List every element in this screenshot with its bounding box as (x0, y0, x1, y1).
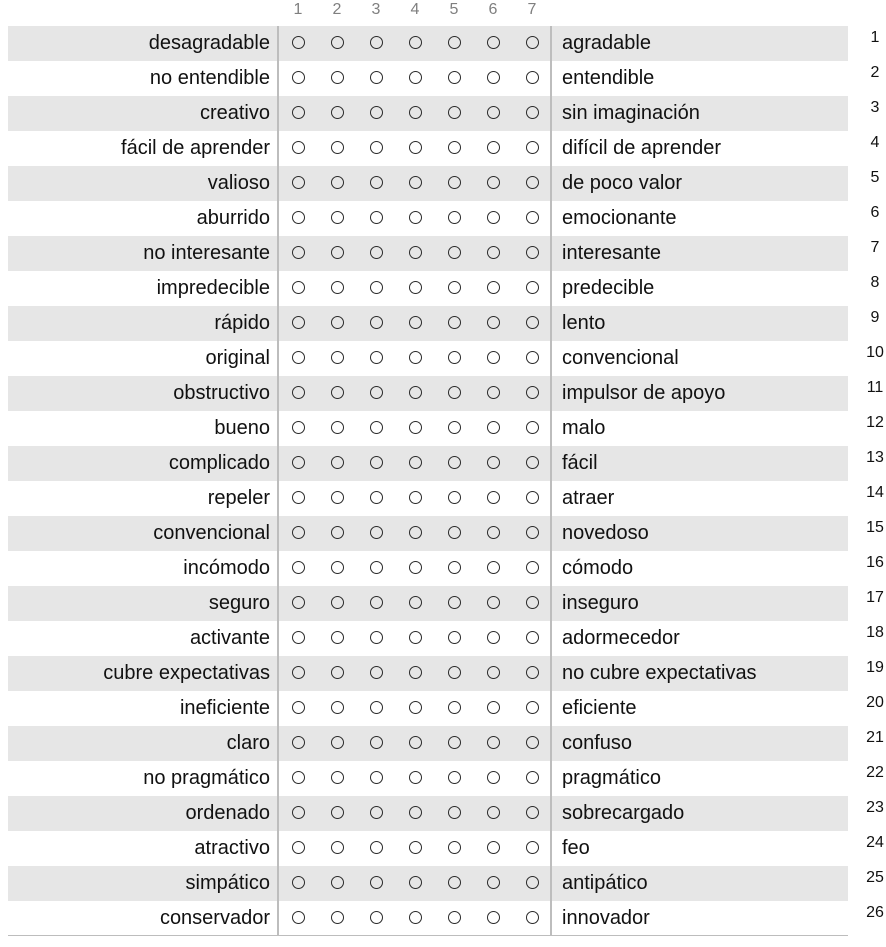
bottom-divider (8, 935, 848, 936)
radio-option-7[interactable] (526, 561, 539, 574)
item-right-label: cómodo (562, 557, 634, 579)
scale-label-3: 3 (371, 1, 381, 18)
item-number: 17 (866, 589, 884, 606)
item-number: 25 (866, 869, 884, 886)
item-row (8, 551, 884, 586)
radio-option-2[interactable] (331, 421, 344, 434)
radio-option-1[interactable] (292, 456, 305, 469)
item-row (8, 446, 884, 481)
item-right-label: inseguro (562, 592, 639, 614)
item-number: 19 (866, 659, 884, 676)
radio-option-4[interactable] (409, 456, 422, 469)
radio-option-5[interactable] (448, 736, 461, 749)
radio-option-1[interactable] (292, 71, 305, 84)
radio-option-2[interactable] (331, 176, 344, 189)
radio-option-2[interactable] (331, 561, 344, 574)
radio-option-3[interactable] (370, 491, 383, 504)
item-row (8, 726, 884, 761)
scale-label-4: 4 (410, 1, 420, 18)
item-row (8, 516, 884, 551)
radio-option-5[interactable] (448, 561, 461, 574)
radio-option-3[interactable] (370, 596, 383, 609)
radio-option-7[interactable] (526, 736, 539, 749)
radio-option-6[interactable] (487, 491, 500, 504)
item-row (8, 201, 880, 236)
radio-option-5[interactable] (448, 211, 461, 224)
scale-label-1: 1 (293, 1, 303, 18)
item-left-label: convencional (153, 522, 270, 544)
item-row (8, 481, 884, 516)
radio-option-6[interactable] (487, 281, 500, 294)
radio-option-1[interactable] (292, 246, 305, 259)
item-left-label: simpático (185, 872, 270, 894)
radio-option-2[interactable] (331, 736, 344, 749)
item-left-label: claro (226, 732, 270, 754)
item-left-label: bueno (214, 417, 270, 439)
radio-option-2[interactable] (331, 351, 344, 364)
radio-option-1[interactable] (292, 421, 305, 434)
radio-option-5[interactable] (448, 176, 461, 189)
item-number: 1 (870, 29, 880, 46)
radio-option-2[interactable] (331, 911, 344, 924)
radio-option-5[interactable] (448, 526, 461, 539)
item-right-label: feo (562, 837, 590, 859)
radio-option-2[interactable] (331, 141, 344, 154)
item-number: 18 (866, 624, 884, 641)
radio-option-7[interactable] (526, 806, 539, 819)
radio-option-4[interactable] (409, 876, 422, 889)
radio-option-3[interactable] (370, 806, 383, 819)
item-left-label: seguro (208, 592, 270, 614)
radio-option-4[interactable] (409, 911, 422, 924)
radio-option-4[interactable] (409, 246, 422, 259)
item-number: 4 (870, 134, 880, 151)
item-left-label: obstructivo (173, 382, 270, 404)
item-number: 3 (870, 99, 880, 116)
radio-option-7[interactable] (526, 666, 539, 679)
radio-option-2[interactable] (331, 491, 344, 504)
radio-option-6[interactable] (487, 806, 500, 819)
radio-option-7[interactable] (526, 421, 539, 434)
item-right-label: innovador (562, 907, 650, 929)
item-left-label: incómodo (183, 557, 270, 579)
radio-option-1[interactable] (292, 491, 305, 504)
radio-option-1[interactable] (292, 911, 305, 924)
item-right-label: interesante (562, 242, 661, 264)
item-number: 14 (866, 484, 884, 501)
radio-option-6[interactable] (487, 561, 500, 574)
radio-option-2[interactable] (331, 631, 344, 644)
radio-option-6[interactable] (487, 771, 500, 784)
radio-option-6[interactable] (487, 631, 500, 644)
radio-option-3[interactable] (370, 351, 383, 364)
item-row (8, 691, 884, 726)
radio-option-3[interactable] (370, 876, 383, 889)
radio-option-1[interactable] (292, 526, 305, 539)
radio-option-2[interactable] (331, 211, 344, 224)
radio-option-5[interactable] (448, 596, 461, 609)
item-right-label: emocionante (562, 207, 677, 229)
radio-option-3[interactable] (370, 71, 383, 84)
radio-option-4[interactable] (409, 841, 422, 854)
radio-option-6[interactable] (487, 596, 500, 609)
radio-option-4[interactable] (409, 561, 422, 574)
item-left-label: activante (189, 627, 270, 649)
radio-option-3[interactable] (370, 281, 383, 294)
radio-option-7[interactable] (526, 211, 539, 224)
radio-option-7[interactable] (526, 596, 539, 609)
radio-option-4[interactable] (409, 176, 422, 189)
item-number: 23 (866, 799, 884, 816)
radio-option-3[interactable] (370, 736, 383, 749)
radio-option-7[interactable] (526, 71, 539, 84)
item-row (8, 26, 880, 61)
radio-option-2[interactable] (331, 246, 344, 259)
item-row (8, 796, 884, 831)
radio-option-1[interactable] (292, 386, 305, 399)
radio-option-3[interactable] (370, 771, 383, 784)
radio-option-7[interactable] (526, 106, 539, 119)
radio-option-7[interactable] (526, 491, 539, 504)
radio-option-5[interactable] (448, 351, 461, 364)
radio-option-5[interactable] (448, 106, 461, 119)
item-left-label: desagradable (148, 32, 270, 54)
item-row (8, 901, 884, 936)
radio-option-5[interactable] (448, 141, 461, 154)
item-left-label: atractivo (194, 837, 270, 859)
item-number: 2 (870, 64, 880, 81)
item-row (8, 166, 880, 201)
radio-option-1[interactable] (292, 141, 305, 154)
radio-option-3[interactable] (370, 106, 383, 119)
radio-option-4[interactable] (409, 71, 422, 84)
radio-option-4[interactable] (409, 316, 422, 329)
item-row (8, 271, 880, 306)
radio-option-1[interactable] (292, 701, 305, 714)
radio-option-5[interactable] (448, 71, 461, 84)
radio-option-4[interactable] (409, 386, 422, 399)
radio-option-4[interactable] (409, 106, 422, 119)
item-number: 26 (866, 904, 884, 921)
item-row (8, 61, 880, 96)
radio-option-3[interactable] (370, 911, 383, 924)
radio-option-3[interactable] (370, 386, 383, 399)
item-row (8, 831, 884, 866)
scale-header (0, 0, 886, 22)
item-left-label: impredecible (156, 277, 270, 299)
radio-option-1[interactable] (292, 211, 305, 224)
radio-option-4[interactable] (409, 491, 422, 504)
questionnaire-grid (8, 26, 884, 936)
radio-option-5[interactable] (448, 806, 461, 819)
radio-option-5[interactable] (448, 246, 461, 259)
radio-option-6[interactable] (487, 351, 500, 364)
item-right-label: predecible (562, 277, 655, 299)
radio-option-7[interactable] (526, 701, 539, 714)
item-number: 16 (866, 554, 884, 571)
radio-option-6[interactable] (487, 526, 500, 539)
radio-option-1[interactable] (292, 176, 305, 189)
radio-option-7[interactable] (526, 351, 539, 364)
radio-option-5[interactable] (448, 666, 461, 679)
radio-option-2[interactable] (331, 316, 344, 329)
item-right-label: fácil (562, 452, 598, 474)
radio-option-6[interactable] (487, 701, 500, 714)
item-left-label: aburrido (196, 207, 270, 229)
radio-option-3[interactable] (370, 456, 383, 469)
radio-option-6[interactable] (487, 316, 500, 329)
radio-option-2[interactable] (331, 701, 344, 714)
radio-option-3[interactable] (370, 631, 383, 644)
item-right-label: lento (562, 312, 606, 334)
radio-option-7[interactable] (526, 456, 539, 469)
item-left-label: ineficiente (179, 697, 270, 719)
radio-option-6[interactable] (487, 841, 500, 854)
radio-option-2[interactable] (331, 771, 344, 784)
radio-option-3[interactable] (370, 211, 383, 224)
item-right-label: no cubre expectativas (562, 662, 757, 684)
scale-label-6: 6 (488, 1, 498, 18)
radio-option-2[interactable] (331, 806, 344, 819)
radio-option-3[interactable] (370, 141, 383, 154)
radio-option-5[interactable] (448, 316, 461, 329)
item-left-label: creativo (199, 102, 270, 124)
item-row (8, 656, 884, 691)
radio-option-4[interactable] (409, 631, 422, 644)
radio-option-6[interactable] (487, 106, 500, 119)
radio-option-1[interactable] (292, 561, 305, 574)
radio-option-6[interactable] (487, 176, 500, 189)
radio-option-4[interactable] (409, 281, 422, 294)
radio-option-4[interactable] (409, 666, 422, 679)
radio-option-6[interactable] (487, 911, 500, 924)
item-number: 8 (870, 274, 880, 291)
item-left-label: original (205, 347, 270, 369)
radio-option-1[interactable] (292, 106, 305, 119)
item-row (8, 376, 884, 411)
item-right-label: agradable (562, 32, 651, 54)
radio-option-5[interactable] (448, 631, 461, 644)
radio-option-2[interactable] (331, 106, 344, 119)
item-left-label: no entendible (149, 67, 270, 89)
item-number: 9 (870, 309, 880, 326)
radio-option-5[interactable] (448, 421, 461, 434)
item-left-label: rápido (214, 312, 270, 334)
radio-option-1[interactable] (292, 631, 305, 644)
radio-option-2[interactable] (331, 876, 344, 889)
item-number: 15 (866, 519, 884, 536)
item-left-label: ordenado (185, 802, 270, 824)
scale-label-7: 7 (527, 1, 537, 18)
radio-option-5[interactable] (448, 456, 461, 469)
radio-option-1[interactable] (292, 736, 305, 749)
radio-option-4[interactable] (409, 421, 422, 434)
radio-option-1[interactable] (292, 841, 305, 854)
radio-option-4[interactable] (409, 701, 422, 714)
radio-option-1[interactable] (292, 771, 305, 784)
item-left-label: no pragmático (143, 767, 270, 789)
radio-option-6[interactable] (487, 456, 500, 469)
item-right-label: convencional (562, 347, 679, 369)
item-row (8, 586, 884, 621)
radio-option-5[interactable] (448, 281, 461, 294)
item-left-label: no interesante (143, 242, 270, 264)
radio-option-3[interactable] (370, 421, 383, 434)
radio-option-6[interactable] (487, 386, 500, 399)
radio-option-6[interactable] (487, 876, 500, 889)
item-row (8, 131, 880, 166)
item-right-label: difícil de aprender (562, 137, 721, 159)
radio-option-6[interactable] (487, 421, 500, 434)
radio-option-7[interactable] (526, 911, 539, 924)
radio-option-2[interactable] (331, 456, 344, 469)
radio-option-4[interactable] (409, 596, 422, 609)
radio-option-2[interactable] (331, 36, 344, 49)
item-row (8, 306, 880, 341)
radio-option-3[interactable] (370, 561, 383, 574)
radio-option-3[interactable] (370, 526, 383, 539)
radio-option-3[interactable] (370, 841, 383, 854)
radio-option-1[interactable] (292, 806, 305, 819)
item-number: 10 (866, 344, 884, 361)
item-right-label: impulsor de apoyo (562, 382, 726, 404)
radio-option-3[interactable] (370, 246, 383, 259)
radio-option-2[interactable] (331, 71, 344, 84)
item-number: 20 (866, 694, 884, 711)
radio-option-5[interactable] (448, 911, 461, 924)
radio-option-7[interactable] (526, 246, 539, 259)
item-right-label: novedoso (562, 522, 649, 544)
item-right-label: pragmático (562, 767, 661, 789)
radio-option-7[interactable] (526, 526, 539, 539)
radio-option-3[interactable] (370, 176, 383, 189)
radio-option-4[interactable] (409, 211, 422, 224)
radio-option-1[interactable] (292, 876, 305, 889)
radio-option-4[interactable] (409, 771, 422, 784)
item-number: 5 (870, 169, 880, 186)
radio-option-3[interactable] (370, 701, 383, 714)
item-number: 24 (866, 834, 884, 851)
item-row (8, 411, 884, 446)
radio-option-6[interactable] (487, 71, 500, 84)
radio-option-5[interactable] (448, 841, 461, 854)
item-row (8, 621, 884, 656)
radio-option-4[interactable] (409, 36, 422, 49)
radio-option-7[interactable] (526, 316, 539, 329)
radio-option-4[interactable] (409, 736, 422, 749)
radio-option-5[interactable] (448, 491, 461, 504)
item-number: 13 (866, 449, 884, 466)
radio-option-1[interactable] (292, 596, 305, 609)
radio-option-7[interactable] (526, 386, 539, 399)
item-number: 21 (866, 729, 884, 746)
radio-option-4[interactable] (409, 141, 422, 154)
radio-option-6[interactable] (487, 736, 500, 749)
radio-option-2[interactable] (331, 841, 344, 854)
item-left-label: repeler (207, 487, 270, 509)
item-row (8, 236, 880, 271)
radio-option-6[interactable] (487, 666, 500, 679)
radio-option-7[interactable] (526, 36, 539, 49)
item-left-label: valioso (207, 172, 270, 194)
item-row (8, 96, 880, 131)
right-divider (550, 26, 552, 936)
item-row (8, 866, 884, 901)
item-right-label: sin imaginación (562, 102, 700, 124)
radio-option-3[interactable] (370, 36, 383, 49)
item-right-label: entendible (562, 67, 655, 89)
radio-option-1[interactable] (292, 281, 305, 294)
radio-option-7[interactable] (526, 176, 539, 189)
item-left-label: fácil de aprender (121, 137, 270, 159)
scale-label-5: 5 (449, 1, 459, 18)
radio-option-1[interactable] (292, 36, 305, 49)
item-right-label: eficiente (562, 697, 637, 719)
radio-option-5[interactable] (448, 701, 461, 714)
radio-option-4[interactable] (409, 351, 422, 364)
radio-option-4[interactable] (409, 526, 422, 539)
item-right-label: de poco valor (562, 172, 683, 194)
radio-option-4[interactable] (409, 806, 422, 819)
item-number: 7 (870, 239, 880, 256)
radio-option-1[interactable] (292, 351, 305, 364)
radio-option-2[interactable] (331, 281, 344, 294)
radio-option-5[interactable] (448, 386, 461, 399)
radio-option-2[interactable] (331, 386, 344, 399)
radio-option-7[interactable] (526, 631, 539, 644)
item-right-label: antipático (562, 872, 648, 894)
radio-option-2[interactable] (331, 526, 344, 539)
left-divider (277, 26, 279, 936)
radio-option-6[interactable] (487, 36, 500, 49)
item-right-label: confuso (562, 732, 633, 754)
radio-option-7[interactable] (526, 841, 539, 854)
scale-label-2: 2 (332, 1, 342, 18)
item-row (8, 761, 884, 796)
item-left-label: complicado (168, 452, 270, 474)
radio-option-7[interactable] (526, 281, 539, 294)
item-right-label: malo (562, 417, 606, 439)
item-number: 22 (866, 764, 884, 781)
item-left-label: conservador (159, 907, 270, 929)
radio-option-7[interactable] (526, 876, 539, 889)
radio-option-6[interactable] (487, 246, 500, 259)
radio-option-6[interactable] (487, 141, 500, 154)
radio-option-7[interactable] (526, 141, 539, 154)
item-number: 6 (870, 204, 880, 221)
radio-option-5[interactable] (448, 876, 461, 889)
radio-option-1[interactable] (292, 316, 305, 329)
radio-option-2[interactable] (331, 666, 344, 679)
radio-option-2[interactable] (331, 596, 344, 609)
radio-option-5[interactable] (448, 771, 461, 784)
item-right-label: adormecedor (562, 627, 680, 649)
item-number: 12 (866, 414, 884, 431)
radio-option-6[interactable] (487, 211, 500, 224)
radio-option-3[interactable] (370, 666, 383, 679)
item-right-label: atraer (562, 487, 615, 509)
item-left-label: cubre expectativas (103, 662, 270, 684)
radio-option-7[interactable] (526, 771, 539, 784)
radio-option-5[interactable] (448, 36, 461, 49)
item-row (8, 341, 884, 376)
item-right-label: sobrecargado (562, 802, 685, 824)
radio-option-1[interactable] (292, 666, 305, 679)
radio-option-3[interactable] (370, 316, 383, 329)
item-number: 11 (866, 379, 884, 396)
